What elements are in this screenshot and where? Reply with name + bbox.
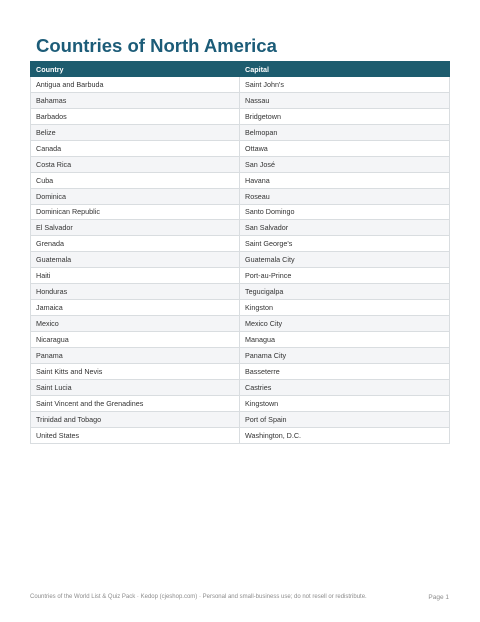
country-cell: Bahamas bbox=[31, 92, 240, 108]
capital-cell: Mexico City bbox=[240, 316, 450, 332]
table-row bbox=[31, 156, 450, 172]
table-row bbox=[31, 316, 450, 332]
country-cell: Barbados bbox=[31, 108, 240, 124]
table-row bbox=[31, 379, 450, 395]
table-row bbox=[31, 411, 450, 427]
column-header-capital: Capital bbox=[240, 62, 450, 77]
table-row bbox=[31, 332, 450, 348]
table-row bbox=[31, 236, 450, 252]
country-cell: Honduras bbox=[31, 284, 240, 300]
table-row bbox=[31, 220, 450, 236]
capital-cell: Nassau bbox=[240, 92, 450, 108]
capital-cell: Panama City bbox=[240, 347, 450, 363]
capital-cell: Managua bbox=[240, 332, 450, 348]
table-row bbox=[31, 77, 450, 93]
table-row bbox=[31, 427, 450, 443]
capital-cell: Havana bbox=[240, 172, 450, 188]
table-row bbox=[31, 124, 450, 140]
table-header-row bbox=[31, 62, 450, 77]
country-cell: Canada bbox=[31, 140, 240, 156]
capital-cell: Castries bbox=[240, 379, 450, 395]
country-cell: Saint Vincent and the Grenadines bbox=[31, 395, 240, 411]
capital-cell: Saint George's bbox=[240, 236, 450, 252]
country-cell: Saint Kitts and Nevis bbox=[31, 363, 240, 379]
country-cell: Dominican Republic bbox=[31, 204, 240, 220]
capital-cell: Guatemala City bbox=[240, 252, 450, 268]
page-title: Countries of North America bbox=[36, 35, 277, 56]
country-cell: Antigua and Barbuda bbox=[31, 77, 240, 93]
capital-cell: Port-au-Prince bbox=[240, 268, 450, 284]
country-cell: Nicaragua bbox=[31, 332, 240, 348]
capital-cell: Basseterre bbox=[240, 363, 450, 379]
table-row bbox=[31, 363, 450, 379]
capital-cell: Santo Domingo bbox=[240, 204, 450, 220]
table-row bbox=[31, 284, 450, 300]
capital-cell: Saint John's bbox=[240, 77, 450, 93]
country-cell: Trinidad and Tobago bbox=[31, 411, 240, 427]
capital-cell: Bridgetown bbox=[240, 108, 450, 124]
capital-cell: Belmopan bbox=[240, 124, 450, 140]
table-row bbox=[31, 204, 450, 220]
table-row bbox=[31, 347, 450, 363]
country-cell: Panama bbox=[31, 347, 240, 363]
country-cell: Guatemala bbox=[31, 252, 240, 268]
page-number: Page 1 bbox=[428, 594, 449, 601]
table-row bbox=[31, 140, 450, 156]
capital-cell: Ottawa bbox=[240, 140, 450, 156]
country-cell: Jamaica bbox=[31, 300, 240, 316]
country-cell: Cuba bbox=[31, 172, 240, 188]
country-cell: Grenada bbox=[31, 236, 240, 252]
column-header-country: Country bbox=[31, 62, 240, 77]
capital-cell: Washington, D.C. bbox=[240, 427, 450, 443]
country-cell: Dominica bbox=[31, 188, 240, 204]
footer-text: Countries of the World List & Quiz Pack · Kedop (cjeshop.com) · Personal and small-business use; do not resell or redistribute. bbox=[30, 594, 367, 600]
table-row bbox=[31, 300, 450, 316]
country-cell: Saint Lucia bbox=[31, 379, 240, 395]
capital-cell: San José bbox=[240, 156, 450, 172]
country-cell: Haiti bbox=[31, 268, 240, 284]
capital-cell: Tegucigalpa bbox=[240, 284, 450, 300]
capital-cell: Roseau bbox=[240, 188, 450, 204]
table-row bbox=[31, 172, 450, 188]
capital-cell: Kingstown bbox=[240, 395, 450, 411]
table-body bbox=[31, 77, 450, 444]
countries-table bbox=[30, 61, 450, 444]
country-cell: United States bbox=[31, 427, 240, 443]
table-row bbox=[31, 268, 450, 284]
table-row bbox=[31, 188, 450, 204]
country-cell: El Salvador bbox=[31, 220, 240, 236]
capital-cell: San Salvador bbox=[240, 220, 450, 236]
country-cell: Belize bbox=[31, 124, 240, 140]
table-row bbox=[31, 108, 450, 124]
table-row bbox=[31, 395, 450, 411]
country-cell: Costa Rica bbox=[31, 156, 240, 172]
capital-cell: Kingston bbox=[240, 300, 450, 316]
capital-cell: Port of Spain bbox=[240, 411, 450, 427]
country-cell: Mexico bbox=[31, 316, 240, 332]
table-row bbox=[31, 92, 450, 108]
table-row bbox=[31, 252, 450, 268]
